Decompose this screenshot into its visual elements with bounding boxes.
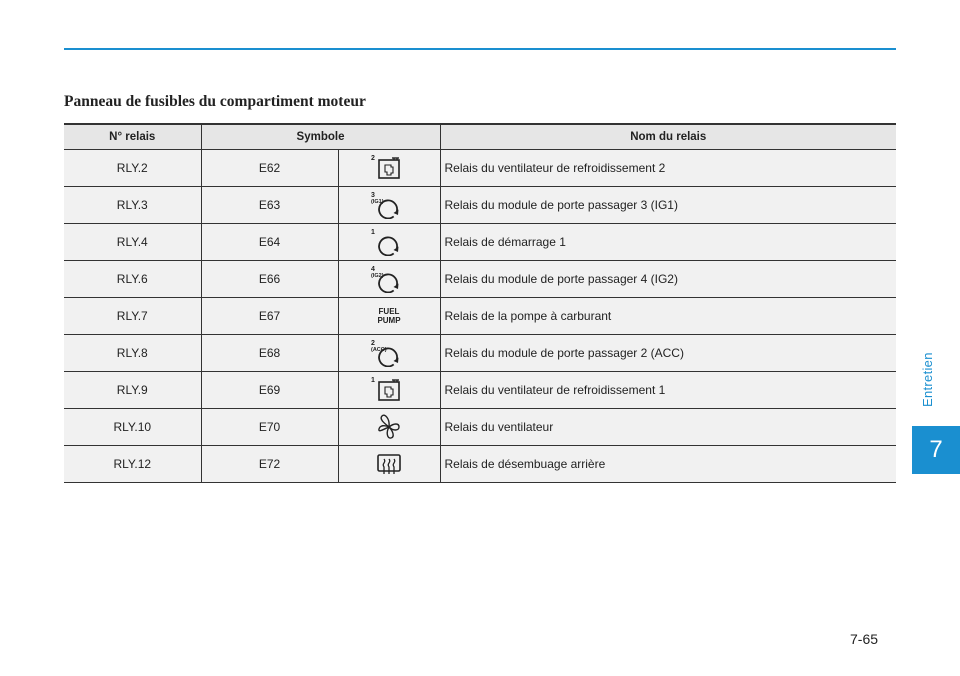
header-symbol: Symbole: [201, 124, 440, 150]
symbol-number: 2: [371, 155, 375, 162]
symbol-tag: (IG2): [371, 273, 384, 279]
symbol-number: 2: [371, 340, 375, 347]
table-row: [64, 335, 896, 372]
table-row: [64, 187, 896, 224]
table-row: [64, 372, 896, 409]
table-row: [64, 224, 896, 261]
relay-name: Relais du ventilateur de refroidissement 2: [440, 150, 896, 187]
table-row: [64, 298, 896, 335]
relay-name: Relais du module de porte passager 4 (IG2): [440, 261, 896, 298]
section-side-label: Entretien: [920, 352, 935, 408]
symbol-number: 4: [371, 266, 375, 273]
relay-name: Relais du ventilateur de refroidissement 1: [440, 372, 896, 409]
relay-name: Relais de désembuage arrière: [440, 446, 896, 483]
symbol-tag: (ACC): [371, 347, 387, 353]
table-row: [64, 446, 896, 483]
symbol-cell: [338, 335, 440, 372]
fan-relay-icon: [365, 154, 413, 182]
relay-no: RLY.6: [64, 261, 201, 298]
relay-no: RLY.8: [64, 335, 201, 372]
relay-name: Relais du ventilateur: [440, 409, 896, 446]
relay-no: RLY.7: [64, 298, 201, 335]
header-relay-no: N° relais: [64, 124, 201, 150]
rear-defrost-icon: [365, 450, 413, 478]
relay-no: RLY.3: [64, 187, 201, 224]
table-header-row: [64, 124, 896, 150]
symbol-code: E66: [201, 261, 338, 298]
symbol-number: 1: [371, 229, 375, 236]
fuel-text: FUEL: [378, 307, 400, 316]
blower-fan-icon: [365, 413, 413, 441]
door-module-icon: [365, 265, 413, 293]
table-row: [64, 150, 896, 187]
header-relay-name: Nom du relais: [440, 124, 896, 150]
symbol-code: E63: [201, 187, 338, 224]
relay-name: Relais du module de porte passager 3 (IG1): [440, 187, 896, 224]
relay-no: RLY.2: [64, 150, 201, 187]
symbol-cell: [338, 150, 440, 187]
symbol-number: 1: [371, 377, 375, 384]
fan-relay-icon: [365, 376, 413, 404]
top-rule: [64, 48, 896, 50]
relay-no: RLY.4: [64, 224, 201, 261]
relay-no: RLY.12: [64, 446, 201, 483]
symbol-code: E68: [201, 335, 338, 372]
symbol-number: 3: [371, 192, 375, 199]
symbol-code: E69: [201, 372, 338, 409]
symbol-cell: [338, 187, 440, 224]
door-module-icon: [365, 191, 413, 219]
symbol-cell: [338, 409, 440, 446]
symbol-code: E67: [201, 298, 338, 335]
symbol-cell: [338, 446, 440, 483]
relay-no: RLY.10: [64, 409, 201, 446]
page-number: 7-65: [850, 631, 879, 647]
relay-table: [64, 123, 896, 483]
symbol-code: E72: [201, 446, 338, 483]
symbol-tag: (IG1): [371, 199, 384, 205]
symbol-code: E64: [201, 224, 338, 261]
symbol-cell: [338, 224, 440, 261]
relay-name: Relais de démarrage 1: [440, 224, 896, 261]
symbol-cell: [338, 261, 440, 298]
chapter-tab: 7: [912, 426, 960, 474]
symbol-code: E70: [201, 409, 338, 446]
section-title: Panneau de fusibles du compartiment moteur: [64, 93, 366, 110]
symbol-cell: [338, 372, 440, 409]
relay-no: RLY.9: [64, 372, 201, 409]
symbol-cell: [338, 298, 440, 335]
pump-text: PUMP: [377, 316, 401, 325]
relay-name: Relais du module de porte passager 2 (ACC): [440, 335, 896, 372]
door-module-icon: [365, 339, 413, 367]
fuel-pump-label: [377, 307, 400, 325]
table-row: [64, 261, 896, 298]
relay-name: Relais de la pompe à carburant: [440, 298, 896, 335]
symbol-code: E62: [201, 150, 338, 187]
starter-icon: [365, 228, 413, 256]
table-row: [64, 409, 896, 446]
